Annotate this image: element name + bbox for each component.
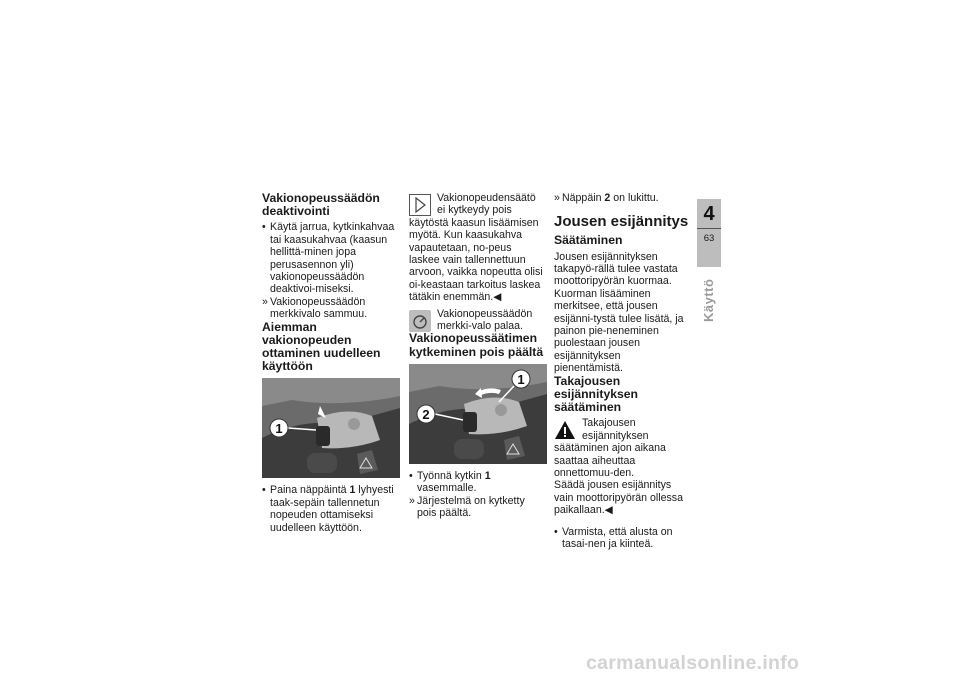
heading-switch-off: Vakionopeussäätimen kytkeminen pois päältä	[409, 331, 544, 359]
warning-icon	[554, 419, 576, 441]
list-item: • Paina näppäintä 1 lyhyesti taak-sepäin tallennetun nopeuden ottamiseksi uudelleen käyttöön.	[262, 484, 394, 534]
callout-1: 1	[275, 421, 283, 437]
watermark: carmanualsonline.info	[586, 652, 800, 674]
callout-2: 2	[422, 406, 430, 422]
chapter-number: 4	[703, 203, 715, 225]
cruise-indicator-icon	[409, 310, 431, 332]
paragraph-warning-2: Säädä jousen esijännitys vain moottoripyörän ollessa paikallaan.◀	[554, 479, 683, 517]
list-item: » Näppäin 2 on lukittu.	[554, 192, 659, 204]
page-number: 63	[697, 228, 721, 244]
column-1	[262, 192, 398, 534]
warning-note: Takajousen esijännityksen säätäminen ajon aikana saattaa aiheuttaa onnettomuu-den.	[554, 417, 666, 479]
list-item: » Järjestelmä on kytketty pois päältä.	[409, 494, 525, 520]
paragraph-preload: Jousen esijännityksen takapyö-rällä tulee vastata moottoripyörän kuormaa. Kuorman lisääminen merkitsee, että jousen esijänni-tystä tulee lisätä, ja painon pie-neneminen puolestaan jousen esijännityksen pienentämistä.	[554, 250, 684, 375]
heading-adjustment: Säätäminen	[554, 233, 623, 248]
list-result	[554, 192, 690, 204]
list-switch-off	[409, 470, 545, 520]
handlebar-switch-photo-1	[262, 378, 400, 478]
heading-resume: Aiemman vakionopeuden ottaminen uudelleen käyttöön	[262, 319, 381, 374]
note-triangle-icon	[409, 194, 431, 216]
list-item: » Vakionopeussäädön merkkivalo sammuu.	[262, 295, 368, 321]
list-item: • Varmista, että alusta on tasai-nen ja kiinteä.	[554, 525, 673, 550]
list-item: • Käytä jarrua, kytkinkahvaa tai kaasukahvaa (kaasun hellittä-minen jopa perusasennon yli) vakionopeussäädön deaktivoi-miseksi.	[262, 221, 395, 296]
section-label: Käyttö	[701, 278, 716, 322]
chapter-tab	[697, 199, 721, 267]
column-3	[554, 192, 690, 550]
handlebar-switch-photo-2	[409, 364, 547, 464]
indicator-note: Vakionopeussäädön merkki-valo palaa.	[409, 308, 545, 333]
note-cruise: Vakionopeudensäätö ei kytkeydy pois käytöstä kaasun lisäämisen myötä. Kun kaasukahva vapautetaan, no-peus laskee vain tallennettuun arvoon, vaikka nopeutta olisi oi-keastaan tarkoitus laskea tätäkin enemmän.◀	[409, 192, 543, 304]
callout-1: 1	[517, 371, 525, 387]
list-resume	[262, 484, 398, 534]
list-deactivation	[262, 221, 398, 320]
list-rear	[554, 526, 690, 551]
column-2	[409, 192, 545, 520]
heading-spring-preload: Jousen esijännitys	[554, 213, 689, 231]
heading-deactivation: Vakionopeussäädön deaktivointi	[262, 191, 380, 219]
heading-rear-preload: Takajousen esijännityksen säätäminen	[554, 373, 638, 415]
list-item: • Työnnä kytkin 1 vasemmalle.	[409, 469, 491, 495]
